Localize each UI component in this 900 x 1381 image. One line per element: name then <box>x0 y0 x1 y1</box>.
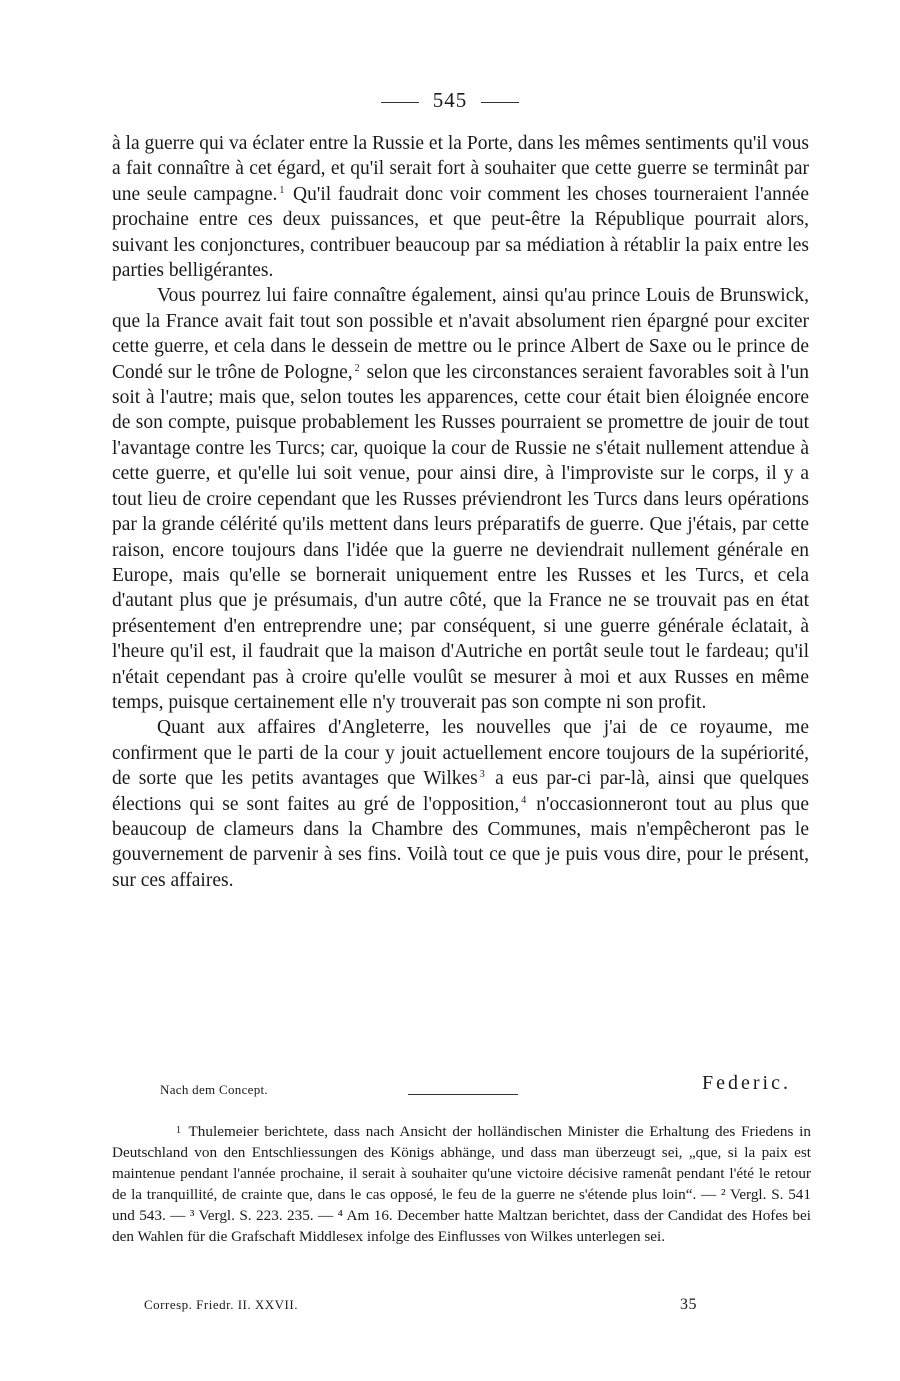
source-note: Nach dem Concept. <box>160 1082 268 1097</box>
signature: Federic. <box>702 1072 791 1094</box>
paragraph-2-text: Vous pourrez lui faire connaître également, ainsi qu'au prince Louis de Brunswick, que la France avait fait tout son possible et n'avait absolument rien épargné pour exciter cette guerre, et cela dans le dessein de mettre ou le prince Albert de Saxe ou le prince de Condé sur le trône de Pologne, <box>112 285 809 383</box>
page-footer <box>144 1297 704 1317</box>
paragraph-2-text-cont: selon que les circonstances seraient favorables soit à l'un soit à l'autre; mais que, selon toutes les apparences, cette cour était bien éloignée encore de son compte, puisque probablement les Russes pourraient se promettre de jouir de tout l'avantage contre les Turcs; car, quoique la cour de Russie ne s'était nullement attendue à cette guerre, et qu'elle lui soit venue, pour ainsi dire, à l'improviste sur le corps, il y a tout lieu de croire cependant que les Russes préviendront les Turcs dans leurs opérations par la grande célérité qu'ils mettent dans leurs préparatifs de guerre. Que j'étais, par cette raison, encore toujours dans l'idée que la guerre ne deviendrait nullement générale en Europe, mais qu'elle se bornerait uniquement entre les Russes et les Turcs, et cela d'autant plus que je présumais, d'un autre côté, que la France ne se trouvait pas en état présentement d'en entreprendre une; par conséquent, si une guerre générale éclatait, à l'heure qu'il est, il faudrait que la maison d'Autriche en portât seule tout le fardeau; qu'il n'était cependant pas à croire qu'elle voulût se mesurer à moi et aux Russes en même temps, puisque certainement elle n'y trouverait pas son compte ni son profit. <box>112 361 809 713</box>
paragraph-2 <box>112 283 809 715</box>
paragraph-3-text-end: n'occasionneront tout au plus que beaucoup de clameurs dans la Chambre des Communes, mais n'empêcheront pas le gouvernement de parvenir à ses fins. Voilà tout ce que je puis vous dire, pour le présent, sur ces affaires. <box>112 793 810 891</box>
paragraph-1 <box>112 131 809 283</box>
paragraph-3-text: Quant aux affaires d'Angleterre, les nouvelles que j'ai de ce royaume, me confirment que le parti de la cour y jouit actuellement encore toujours de la supériorité, de sorte que les petits avantages que Wilkes <box>112 717 809 790</box>
paragraph-1-text: à la guerre qui va éclater entre la Russie et la Porte, dans les mêmes sentiments qu'il vous a fait connaître à cet égard, et qu'il serait fort à souhaiter que cette guerre se terminât par une seule campagne. <box>112 133 809 205</box>
page-header <box>0 88 900 113</box>
footnote-block <box>112 1120 811 1248</box>
letter-body <box>112 131 809 893</box>
footnote-text: Thulemeier berichtete, dass nach Ansicht der holländischen Minister die Erhaltung des Friedens in Deutschland von den Entschliessungen des Königs abhänge, und dass man überzeugt sei, „que, si la paix est maintenue pendant l'année prochaine, il serait à souhaiter qu'une victoire décisive ramenât pendant l'été le retour de la tranquillité, de crainte que, dans le cas opposé, le feu de la guerre ne s'étende plus loin“. — ² Vergl. S. 541 und 543. — ³ Vergl. S. 223. 235. — ⁴ Am 16. December hatte Maltzan berichtet, dass der Candidat des Hofes bei den Wahlen für die Grafschaft Middlesex infolge des Einflusses von Wilkes unterlegen sei. <box>112 1123 811 1246</box>
closing-rule <box>408 1094 518 1095</box>
footnote-marker: 1 <box>176 1125 181 1136</box>
footnote-ref-4: 4 <box>521 794 527 806</box>
header-right-rule <box>481 102 519 103</box>
paragraph-3 <box>112 715 809 893</box>
footnotes <box>112 1120 811 1248</box>
paragraph-3-text-cont: a eus par-ci par-là, ainsi que quelques élections qui se sont faites au gré de l'opposition, <box>112 768 809 815</box>
paragraph-1-text-cont: Qu'il faudrait donc voir comment les choses tourneraient l'année prochaine entre ces deux puissances, et que peut-être la République pourrait alors, suivant les conjonctures, contribuer beaucoup par sa médiation à rétablir la paix entre les parties belligérantes. <box>112 183 809 282</box>
closing-row <box>112 1070 809 1100</box>
signature-mark: Corresp. Friedr. II. XXVII. <box>144 1297 298 1312</box>
footnote-ref-3: 3 <box>479 769 485 781</box>
footnote-ref-2: 2 <box>354 362 360 374</box>
page-number: 545 <box>432 88 468 112</box>
footnote-ref-1: 1 <box>279 184 285 196</box>
header-left-rule <box>381 102 419 103</box>
sheet-number: 35 <box>680 1296 697 1313</box>
